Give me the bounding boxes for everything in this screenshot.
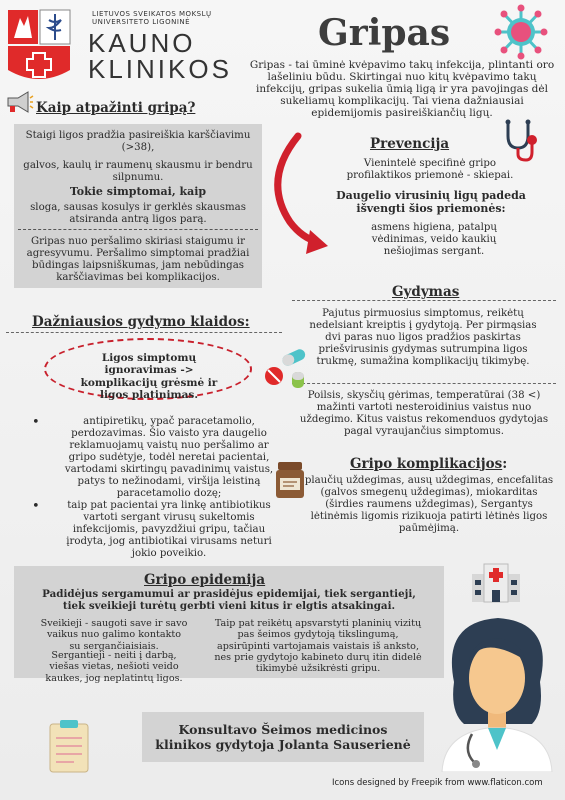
recognize-p4: sloga, sausas kosulys ir gerklės skausmas atsiranda antrą ligos parą. (30, 202, 246, 226)
prevention-p3: asmens higiena, patalpų vėdinimas, veido kaukių nešiojimas sergant. (371, 222, 497, 258)
virus-icon (490, 4, 552, 60)
consult-line2: klinikos gydytoja Jolanta Sauserienė (155, 737, 411, 752)
treatment-divider (292, 300, 556, 301)
epidemic-right: Taip pat reikėtų apsvarstyti planinių vizitų pas šeimos gydytoją tikslingumą, apsirūpinti vartojamais vaistais iš anksto, nes prie gydytojo kabineto durų itin didelė tikimybė užsikrėsti gripu. (214, 618, 422, 675)
treatment-p2: Poilsis, skysčių gėrimas, temperatūrai (38 <) mažinti vartoti nesteroidinius vaistus nuo uždegimo. Kitus vaistus rekomenduos gydytojas pagal vyraujančius simptomus. (299, 390, 549, 438)
stethoscope-icon (500, 118, 540, 162)
treatment-p1: Pajutus pirmuosius simptomus, reikėtų nedelsiant kreiptis į gydytoją. Per pirmąsias dvi paras nuo ligos pradžios paskirtas priešvirusinis gydymas sutrumpina ligos trukmę, sumažina komplikacijų tikimybę. (309, 308, 537, 368)
recognize-heading: Kaip atpažinti gripą? (36, 100, 196, 116)
logo-shield-icon (6, 8, 78, 88)
mistakes-divider (6, 332, 282, 333)
prevention-p1: Vienintelė specifinė gripo profilaktikos priemonė - skiepai. (346, 158, 514, 182)
epidemic-heading: Gripo epidemija (144, 572, 266, 588)
mistakes-bubble (44, 338, 252, 400)
consult-box (142, 712, 424, 762)
epidemic-left2: Sergantieji - neiti į darbą, viešas vietas, nešioti veido kaukes, jog neplatintų ligos. (45, 650, 183, 684)
consult-line1: Konsultavo Šeimos medicinos (178, 722, 388, 737)
pills-icon (262, 346, 308, 390)
clipboard-icon (46, 718, 92, 774)
consult-text (142, 722, 424, 752)
mistakes-item: • taip pat pacientai yra linkę antibiotikus vartoti sergant virusų sukeltomis infekcijomis, pavyzdžiui gripu, tačiau įrodyta, jog antibiotikai virusams neturi jokio poveikio. (58, 500, 278, 560)
complications-heading-wrap (350, 456, 507, 472)
page-title: Gripas (318, 12, 451, 54)
megaphone-icon (4, 90, 34, 114)
hospital-icon (468, 560, 524, 604)
recognize-divider (18, 229, 258, 230)
intro-text: Gripas - tai ūminė kvėpavimo takų infekcija, plintanti oro lašeliniu būdu. Skirtingai nuo kitų kvėpavimo takų infekcijų, gripas sukelia ūmią ligą ir yra pavojingas dėl sukeliamų komplikacijų. Tai viena dažniausiai epidemijomis pasireiškiančių ligų. (249, 59, 555, 119)
logo-org-line2: UNIVERSITETO LIGONINĖ (92, 18, 191, 27)
epidemic-left1: Sveikieji - saugoti save ir savo vaikus nuo galimo kontakto su sergančiaisiais. (40, 618, 188, 652)
mistakes-list (58, 416, 278, 560)
recognize-p5: Gripas nuo peršalimo skiriasi staigumu ir agresyvumu. Peršalimo simptomai pradžiai būdingas laipsniškumas, jam nebūdingas karščiavimas bei komplikacijos. (26, 236, 250, 284)
treatment-divider-2 (292, 383, 556, 384)
logo-org-name (92, 10, 222, 26)
epidemic-box (14, 566, 444, 684)
logo-org-line1: LIETUVOS SVEIKATOS MOKSLŲ (92, 10, 212, 18)
doctor-icon (432, 612, 562, 772)
mistakes-heading: Dažniausios gydymo klaidos: (32, 314, 250, 330)
complications-colon: : (502, 456, 508, 472)
footer-credit: Icons designed by Freepik from www.flaticon.com (332, 778, 543, 788)
epidemic-bold: Padidėjus sergamumui ar prasidėjus epidemijai, tiek sergantieji, tiek sveikieji turėtų gerbti vieni kitus ir elgtis atsakingai. (42, 588, 416, 613)
mistakes-bubble-text: Ligos simptomų ignoravimas -> komplikacijų grėsmė ir ligos platinimas. (80, 352, 218, 402)
complications-text: plaučių uždegimas, ausų uždegimas, encefalitas (galvos smegenų uždegimas), miokarditas (širdies raumens uždegimas), Sergantys lėtinėmis ligomis rizikuoja patirti lėtinės ligos paūmėjimą. (304, 475, 554, 535)
prevention-heading: Prevencija (370, 136, 450, 152)
logo-name-line2: KLINIKOS (88, 54, 232, 84)
prevention-p2: Daugelio virusinių ligų padeda išvengti šios priemonės: (336, 189, 526, 215)
recognize-p2: galvos, kaulų ir raumenų skausmu ir bendru silpnumu. (23, 160, 253, 184)
recognize-p3: Tokie simptomai, kaip (69, 185, 207, 198)
mistakes-item: • antipiretikų, ypač paracetamolio, perdozavimas. Šio vaisto yra daugelio reklamuojamų vaistų nuo peršalimo ar gripo sudėtyje, todėl neretai pacientai, vartodami skirtingų pavadinimų vaistus, patys to nežinodami, viršija leistiną paracetamolio dozę; (58, 416, 278, 500)
logo-wordmark (88, 30, 238, 82)
recognize-p1: Staigi ligos pradžia pasireiškia karščiavimu (>38), (25, 130, 251, 154)
treatment-heading: Gydymas (392, 284, 460, 300)
logo-name-line1: KAUNO (88, 28, 196, 58)
complications-heading: Gripo komplikacijos (350, 456, 503, 472)
recognize-box (14, 124, 262, 288)
